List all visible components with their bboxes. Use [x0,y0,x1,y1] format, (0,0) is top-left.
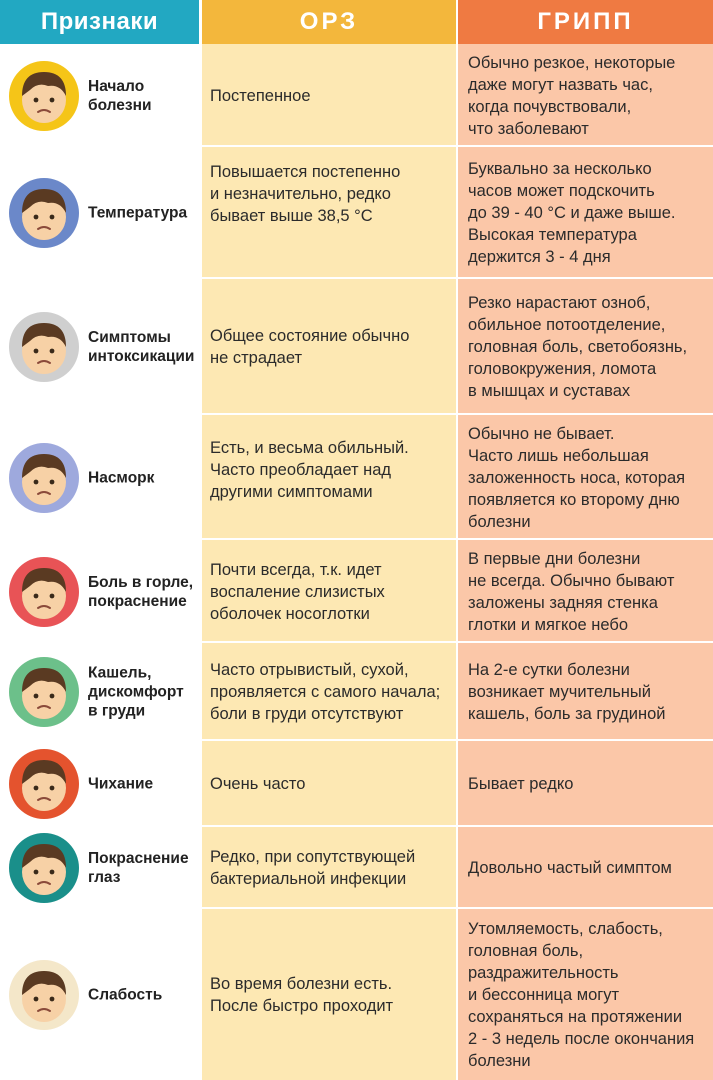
flu-text: Резко нарастают озноб, обильное потоотделение, головная боль, светобоязнь, головокружения, ломота в мышцах и суставах [468,294,688,400]
sign-label: Боль в горле, покраснение [88,573,194,610]
child-face-icon [8,60,80,132]
table-row [0,44,713,147]
sign-label: Чихание [88,775,154,793]
orz-text: Очень часто [210,775,306,793]
flu-text: На 2-е сутки болезни возникает мучительный кашель, боль за грудиной [468,661,666,723]
header-flu: ГРИПП [458,0,713,44]
table-row [0,540,713,643]
sign-label: Начало болезни [88,77,152,114]
child-face-icon [8,656,80,728]
child-face-icon [8,177,80,249]
sign-label: Покраснение глаз [88,850,189,886]
table-row [0,415,713,540]
child-face-icon [8,832,80,904]
orz-text: Повышается постепенно и незначительно, редко бывает выше 38,5 °С [210,163,401,225]
flu-text: В первые дни болезни не всегда. Обычно бывают заложены задняя стенка глотки и мягкое небо [468,549,675,634]
orz-text: Во время болезни есть. После быстро проходит [210,974,394,1015]
orz-text: Редко, при сопутствующей бактериальной инфекции [210,848,416,888]
orz-text: Почти всегда, т.к. идет воспаление слизистых оболочек носоглотки [210,560,385,623]
flu-text: Утомляемость, слабость, головная боль, раздражительность и бессонница могут сохраняться на протяжении 2 - 3 недель после окончания болезни [468,919,695,1070]
table-row [0,147,713,279]
child-face-icon [8,556,80,628]
table-row [0,643,713,741]
table-row [0,741,713,827]
child-face-icon [8,442,80,514]
header-signs: Признаки [0,0,199,44]
orz-text: Общее состояние обычно не страдает [210,327,410,367]
child-face-icon [8,311,80,383]
flu-text: Довольно частый симптом [468,859,672,877]
header-orz: ОРЗ [202,0,456,44]
sign-label: Температура [88,204,188,222]
sign-label: Кашель, дискомфорт в груди [88,664,184,720]
child-face-icon [8,959,80,1031]
orz-text: Постепенное [210,86,311,105]
table-row [0,909,713,1080]
flu-text: Обычно резкое, некоторые даже могут назвать час, когда почувствовали, что заболевают [468,53,676,138]
child-face-icon [8,748,80,820]
table-row [0,279,713,415]
sign-label: Симптомы интоксикации [88,329,195,365]
orz-text: Есть, и весьма обильный. Часто преобладает над другими симптомами [210,439,409,501]
flu-text: Бывает редко [468,775,574,793]
orz-text: Часто отрывистый, сухой, проявляется с самого начала; боли в груди отсутствуют [210,661,441,723]
flu-text: Обычно не бывает. Часто лишь небольшая заложенность носа, которая появляется ко второму дню болезни [468,424,686,531]
table-row [0,827,713,909]
flu-text: Буквально за несколько часов может подскочить до 39 - 40 °С и даже выше. Высокая температура держится 3 - 4 дня [468,160,676,266]
sign-label: Слабость [88,986,163,1003]
sign-label: Насморк [88,469,155,486]
